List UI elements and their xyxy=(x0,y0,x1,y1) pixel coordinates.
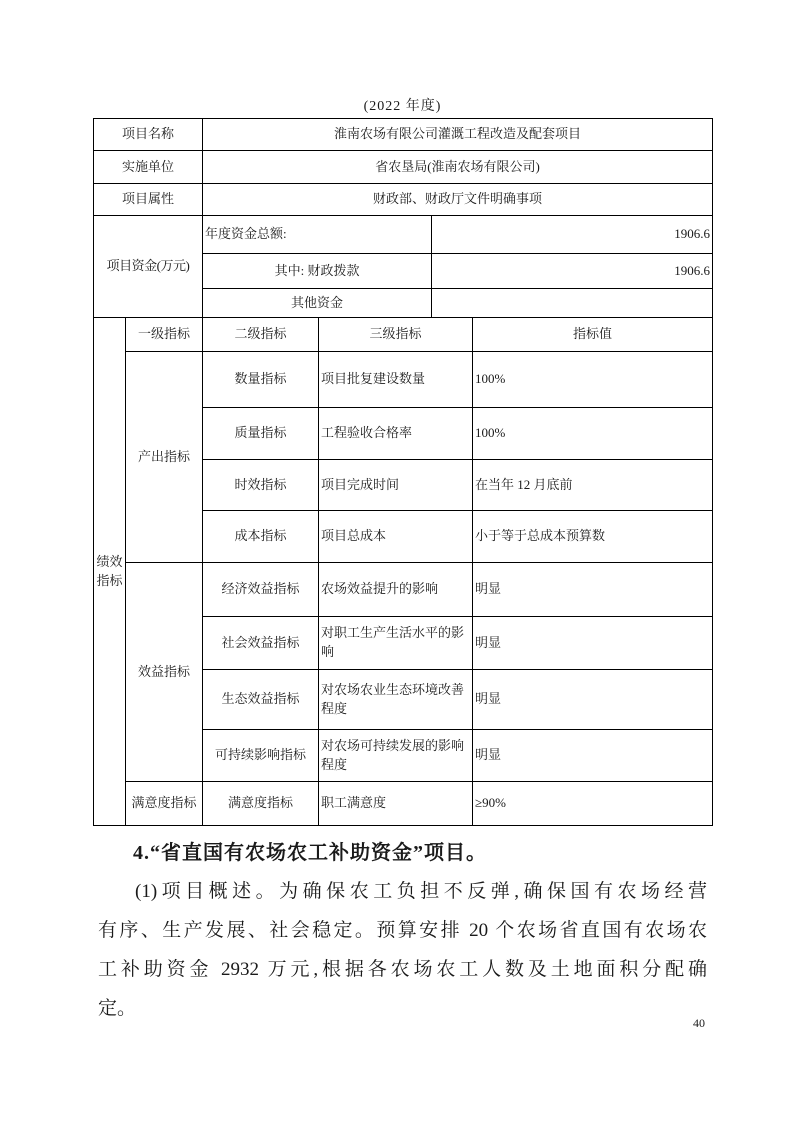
level2-cell: 满意度指标 xyxy=(203,782,319,826)
indicator-value-cell: 明显 xyxy=(473,730,713,782)
funding-item-fiscal: 其中: 财政拨款 xyxy=(203,254,432,289)
indicator-value-cell: 100% xyxy=(473,352,713,408)
level2-cell: 数量指标 xyxy=(203,352,319,408)
indicator-value-cell: 小于等于总成本预算数 xyxy=(473,511,713,563)
level2-cell: 社会效益指标 xyxy=(203,617,319,670)
level3-cell: 农场效益提升的影响 xyxy=(319,563,473,617)
header-level2: 二级指标 xyxy=(203,318,319,352)
indicator-side-label: 绩效指标 xyxy=(94,318,126,826)
level2-cell: 质量指标 xyxy=(203,408,319,460)
row-label-project-attribute: 项目属性 xyxy=(94,184,203,216)
funding-value-other xyxy=(432,289,713,318)
funding-item-total: 年度资金总额: xyxy=(203,216,432,254)
page-number: 40 xyxy=(693,1016,705,1030)
level2-cell: 生态效益指标 xyxy=(203,670,319,730)
level3-cell: 项目批复建设数量 xyxy=(319,352,473,408)
indicator-row xyxy=(94,352,713,408)
section-heading: 4.“省直国有农场农工补助资金”项目。 xyxy=(133,842,487,864)
indicator-row xyxy=(94,782,713,826)
level2-cell: 时效指标 xyxy=(203,460,319,511)
indicator-value-cell: 明显 xyxy=(473,563,713,617)
funding-value-total: 1906.6 xyxy=(432,216,713,254)
level2-cell: 成本指标 xyxy=(203,511,319,563)
header-value: 指标值 xyxy=(473,318,713,352)
level3-cell: 对农场农业生态环境改善程度 xyxy=(319,670,473,730)
level3-cell: 对农场可持续发展的影响程度 xyxy=(319,730,473,782)
level1-output: 产出指标 xyxy=(126,352,203,563)
funding-value-fiscal: 1906.6 xyxy=(432,254,713,289)
document-title: (2022 年度) xyxy=(363,99,442,114)
header-level3: 三级指标 xyxy=(319,318,473,352)
level2-cell: 经济效益指标 xyxy=(203,563,319,617)
paragraph-line: (1)项目概述。为确保农工负担不反弹,确保国有农场经营 xyxy=(135,881,707,902)
table-row xyxy=(94,216,713,254)
level3-cell: 工程验收合格率 xyxy=(319,408,473,460)
project-table xyxy=(93,118,713,826)
row-value-implement-unit: 省农垦局(淮南农场有限公司) xyxy=(203,151,713,184)
level1-satisfaction: 满意度指标 xyxy=(126,782,203,826)
header-level1: 一级指标 xyxy=(126,318,203,352)
indicator-value-cell: 明显 xyxy=(473,670,713,730)
level3-cell: 对职工生产生活水平的影响 xyxy=(319,617,473,670)
section-paragraph xyxy=(98,872,707,1028)
row-value-project-attribute: 财政部、财政厅文件明确事项 xyxy=(203,184,713,216)
table-row xyxy=(94,184,713,216)
paragraph-line: 定。 xyxy=(98,998,137,1019)
indicator-value-cell: 100% xyxy=(473,408,713,460)
paragraph-line: 有序、生产发展、社会稳定。预算安排 20 个农场省直国有农场农 xyxy=(98,920,707,941)
row-value-project-name: 淮南农场有限公司灌溉工程改造及配套项目 xyxy=(203,119,713,151)
table-row xyxy=(94,151,713,184)
level3-cell: 职工满意度 xyxy=(319,782,473,826)
level1-benefit: 效益指标 xyxy=(126,563,203,782)
indicator-row xyxy=(94,563,713,617)
row-label-project-name: 项目名称 xyxy=(94,119,203,151)
indicator-value-cell: ≥90% xyxy=(473,782,713,826)
level2-cell: 可持续影响指标 xyxy=(203,730,319,782)
indicator-value-cell: 明显 xyxy=(473,617,713,670)
funding-item-other: 其他资金 xyxy=(203,289,432,318)
indicator-value-cell: 在当年 12 月底前 xyxy=(473,460,713,511)
level3-cell: 项目完成时间 xyxy=(319,460,473,511)
row-label-implement-unit: 实施单位 xyxy=(94,151,203,184)
table-row xyxy=(94,119,713,151)
level3-cell: 项目总成本 xyxy=(319,511,473,563)
paragraph-line: 工补助资金 2932 万元,根据各农场农工人数及土地面积分配确 xyxy=(98,959,707,980)
indicator-header-row xyxy=(94,318,713,352)
funding-label: 项目资金(万元) xyxy=(94,216,203,318)
